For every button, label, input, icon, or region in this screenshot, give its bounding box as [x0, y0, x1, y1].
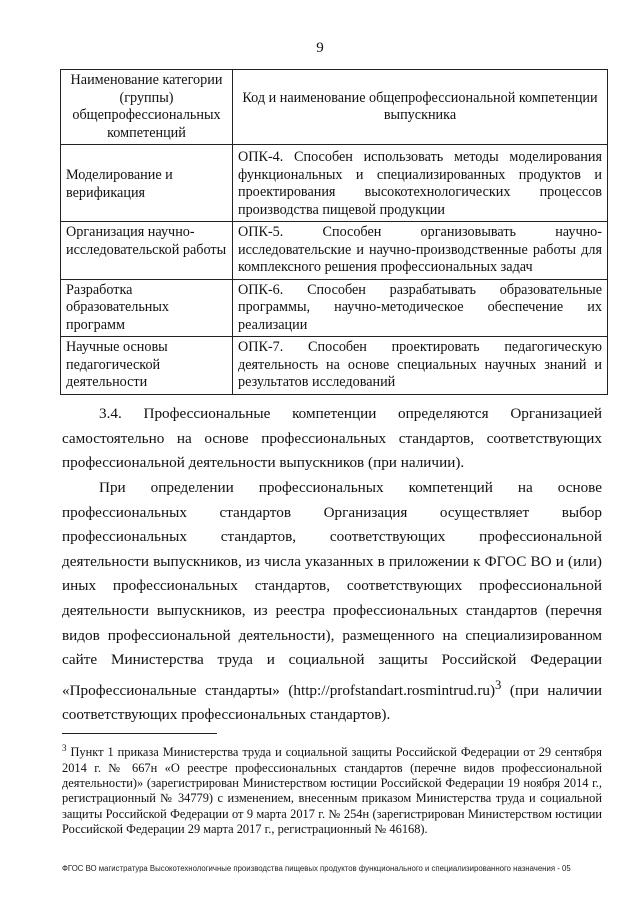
paragraph-text: При определении профессиональных компетенций на основе профессиональных стандартов Организация осуществляет выбор профессиональных стандартов, соответствующих профессиональной деятельности выпускников, из числа указанных в приложении к ФГОС ВО и (или) иных профессиональных стандартов, соответствующих профессиональной деятельности выпускников, из реестра профессиональных стандартов (перечня видов профессиональной деятельности), размещенного на специализированном сайте Министерства труда и социальной защиты Российской Федерации «Профессиональные стандарты» (http://profstandart.rosmintrud.ru) — [62, 479, 602, 699]
footnote — [62, 741, 602, 838]
header-category: Наименование категории (группы) общепрофессиональных компетенций — [61, 70, 233, 145]
competence-cell: ОПК-5. Способен организовывать научно-исследовательские и научно-производственные работы для комплексного решения профессиональных задач — [233, 222, 608, 280]
footnote-divider — [62, 733, 217, 734]
page-number: 9 — [316, 40, 324, 56]
table-row — [61, 337, 608, 395]
category-cell: Моделирование и верификация — [61, 145, 233, 222]
competence-cell: ОПК-4. Способен использовать методы моделирования функциональных и специализированных продуктов и проектирования высокотехнологических процессов производства пищевой продукции — [233, 145, 608, 222]
footnote-marker: 3 — [62, 743, 67, 753]
table-row — [61, 222, 608, 280]
competence-cell: ОПК-7. Способен проектировать педагогическую деятельность на основе специальных научных знаний и результатов исследований — [233, 337, 608, 395]
paragraph-3-4 — [62, 402, 602, 476]
paragraph-text: 3.4. Профессиональные компетенции определяются Организацией самостоятельно на основе профессиональных стандартов, соответствующих профессиональной деятельности выпускников (при наличии). — [62, 405, 602, 472]
header-competence: Код и наименование общепрофессиональной компетенции выпускника — [233, 70, 608, 145]
paragraph-standards-selection — [62, 476, 602, 728]
page-footer: ФГОС ВО магистратура Высокотехнологичные производства пищевых продуктов функционального и специализированного назначения - 05 — [62, 864, 571, 873]
footnote-text: Пункт 1 приказа Министерства труда и социальной защиты Российской Федерации от 29 сентября 2014 г. № 667н «О реестре профессиональных стандартов (перечне видов профессиональной деятельности)» (зарегистрирован Министерством юстиции Российской Федерации 19 ноября 2014 г., регистрационный № 34779) с изменением, внесенным приказом Министерства труда и социальной защиты Российской Федерации от 9 марта 2017 г. № 254н (зарегистрирован Министерством юстиции Российской Федерации 29 марта 2017 г., регистрационный № 46168). — [62, 745, 602, 837]
paragraph-text-container — [62, 476, 602, 728]
category-cell: Научные основы педагогической деятельности — [61, 337, 233, 395]
table-row — [61, 279, 608, 337]
category-cell: Организация научно-исследовательской работы — [61, 222, 233, 280]
paragraph-text-tail: (при наличии соответствующих профессиональных стандартов). — [62, 681, 602, 724]
competencies-table — [60, 69, 608, 395]
footnote-reference: 3 — [495, 677, 502, 692]
table-header-row — [61, 70, 608, 145]
category-cell: Разработка образовательных программ — [61, 279, 233, 337]
table-row — [61, 145, 608, 222]
competence-cell: ОПК-6. Способен разрабатывать образовательные программы, научно-методическое обеспечение их реализации — [233, 279, 608, 337]
